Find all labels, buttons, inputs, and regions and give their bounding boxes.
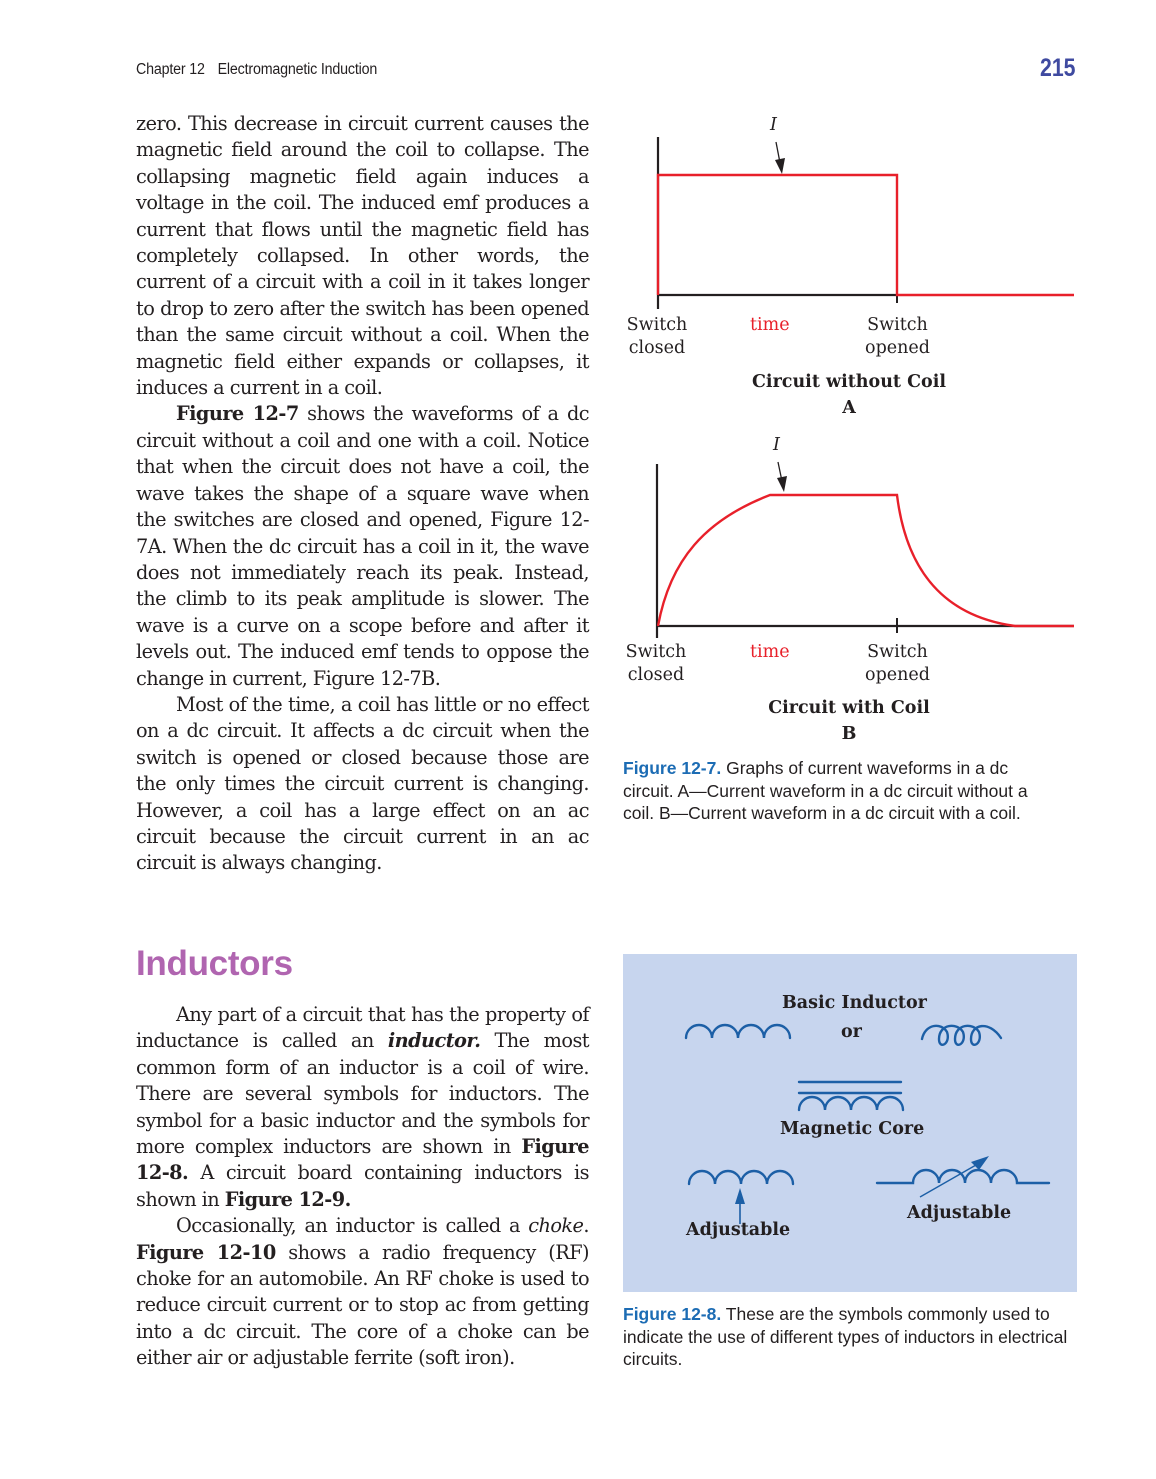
- waveform-graph-a: [615, 110, 1085, 310]
- or-label: or: [841, 1022, 862, 1042]
- section-heading: Inductors: [136, 944, 293, 983]
- left-column-top: [136, 111, 589, 877]
- figure-reference: Figure 12-7: [176, 402, 299, 426]
- figure-caption-label: Figure 12-7.: [623, 758, 722, 778]
- arrow-icon: [775, 142, 785, 174]
- tapped-inductor-icon: [689, 1171, 793, 1184]
- key-term: choke: [528, 1214, 584, 1238]
- figure-caption-label: Figure 12-8.: [623, 1304, 722, 1324]
- paragraph: Most of the time, a coil has little or no effect on a dc circuit. It affects a dc circuit when the switch is opened or closed because those are the only times the circuit current is changing. However, a coil has a large effect on an ac circuit because the circuit current in an ac circuit is always changing.: [136, 692, 589, 875]
- switch-opened-label: Switch opened: [865, 642, 930, 685]
- chapter-number: Chapter 12: [136, 61, 205, 78]
- current-label: I: [773, 435, 780, 455]
- adjustable-label: Adjustable: [686, 1220, 791, 1240]
- looped-inductor-icon: [922, 1026, 1001, 1045]
- page-number: 215: [1040, 54, 1076, 82]
- left-column-bottom: [136, 1002, 589, 1372]
- arrow-icon: [777, 462, 787, 492]
- time-axis-label: time: [750, 642, 790, 662]
- waveform-graph-b: [615, 430, 1085, 640]
- paragraph: Occasionally, an inductor is called a choke. Figure 12-10 shows a radio frequency (RF) choke for an automobile. An RF choke is used to reduce circuit current or to stop ac from getting into a dc circuit. The core of a choke can be either air or adjustable ferrite (soft iron).: [136, 1214, 590, 1370]
- tap-arrow-icon: [735, 1188, 745, 1224]
- basic-inductor-label: Basic Inductor: [782, 993, 927, 1013]
- paragraph: zero. This decrease in circuit current causes the magnetic field around the coil to collapse. The collapsing magnetic field again induces a voltage in the coil. The induced emf produces a current that flows until the magnetic field has completely collapsed. In other words, the current of a circuit with a coil in it takes longer to drop to zero after the switch has been opened than the same circuit without a coil. When the magnetic field either expands or collapses, it induces a current in a coil.: [136, 112, 589, 400]
- figure-caption: Figure 12-7. Graphs of current waveforms in a dc circuit. A—Current waveform in a dc circuit without a coil. B—Current waveform in a dc circuit with a coil.: [623, 758, 1028, 824]
- square-waveform: [658, 175, 1074, 295]
- figure-reference: Figure 12-10: [136, 1240, 276, 1264]
- figure-caption: Figure 12-8. These are the symbols commonly used to indicate the use of different types of inductors in electrical circuits.: [623, 1304, 1068, 1370]
- paragraph: Any part of a circuit that has the property of inductance is called an inductor. The most common form of an inductor is a coil of wire. There are several symbols for inductors. The symbol for a basic inductor and the symbols for more complex inductors are shown in Figure 12-8. A circuit board containing inductors is shown in Figure 12-9.: [136, 1003, 589, 1211]
- variable-arrow-icon: [920, 1156, 989, 1197]
- basic-inductor-icon: [686, 1025, 790, 1038]
- magnetic-core-inductor-icon: [799, 1097, 903, 1110]
- current-label: I: [770, 115, 777, 135]
- figure-reference: Figure 12-8.: [136, 1135, 589, 1185]
- chapter-title: Electromagnetic Induction: [217, 61, 378, 78]
- adjustable-label: Adjustable: [907, 1203, 1012, 1223]
- figure-panel-title: Circuit without Coil A: [752, 372, 946, 418]
- figure-reference: Figure 12-9.: [224, 1187, 351, 1211]
- switch-opened-label: Switch opened: [865, 315, 930, 358]
- paragraph: Figure 12-7 shows the waveforms of a dc circuit without a coil and one with a coil. Notice that when the circuit does not have a coil, the wave takes the shape of a square wave when the switches are closed and opened, Figure 12-7A. When the dc circuit has a coil in it, the wave does not immediately reach its peak. Instead, the climb to its peak amplitude is slower. The wave is a curve on a scope before and after it levels out. The induced emf tends to oppose the change in current, Figure 12-7B.: [136, 402, 589, 690]
- figure-panel-title: Circuit with Coil B: [768, 698, 930, 744]
- time-axis-label: time: [750, 315, 790, 335]
- key-term: inductor.: [387, 1029, 481, 1053]
- switch-closed-label: Switch closed: [625, 642, 687, 685]
- exponential-waveform: [658, 495, 1074, 626]
- switch-closed-label: Switch closed: [626, 315, 688, 358]
- magnetic-core-label: Magnetic Core: [780, 1119, 925, 1139]
- running-head: [136, 61, 377, 79]
